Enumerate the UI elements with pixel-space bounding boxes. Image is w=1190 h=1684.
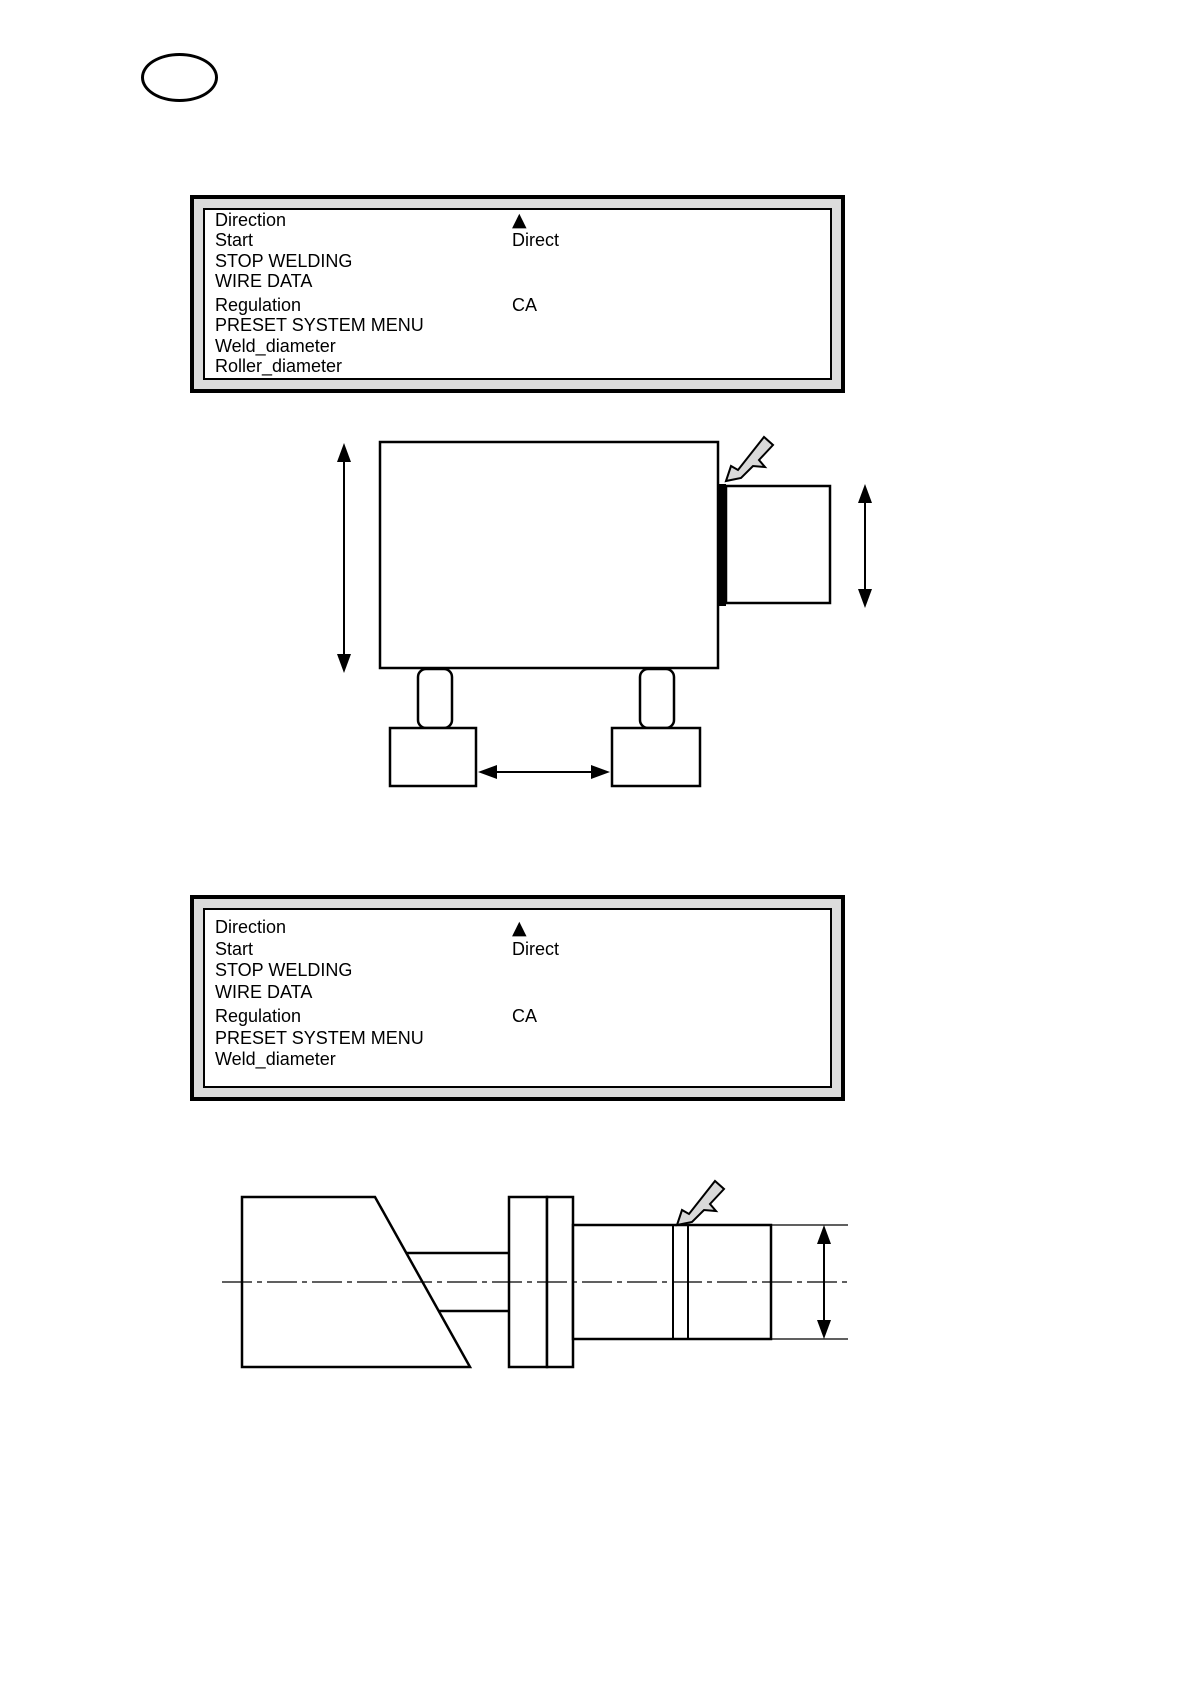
base-block-left — [390, 728, 476, 786]
menu-item-preset-system-menu: PRESET SYSTEM MENU — [215, 1027, 424, 1048]
attached-component-rect — [726, 486, 830, 603]
menu-item-wire-data: WIRE DATA — [215, 271, 313, 292]
base-block-right — [612, 728, 700, 786]
machine-foot-right — [640, 669, 674, 728]
menu-item-preset-system-menu: PRESET SYSTEM MENU — [215, 315, 424, 336]
menu-item-regulation: Regulation — [215, 294, 302, 315]
menu-item-direction: Direction — [215, 917, 287, 938]
menu-item-weld-diameter: Weld_diameter — [215, 1049, 336, 1070]
menu-item-roller-diameter: Roller_diameter — [215, 356, 343, 377]
menu-item-weld-diameter: Weld_diameter — [215, 335, 336, 356]
machine-foot-left — [418, 669, 452, 728]
flash-arrow-icon — [726, 437, 773, 481]
flash-arrow-icon — [677, 1181, 724, 1225]
menu-item-stop-welding: STOP WELDING — [215, 960, 353, 981]
vertical-dimension-arrow-right — [858, 484, 872, 608]
menu-item-direction: Direction — [215, 209, 287, 230]
direction-up-triangle-icon: ▲ — [512, 916, 527, 939]
machine-top-view-diagram — [337, 437, 872, 786]
menu-value-start: Direct — [512, 938, 560, 959]
vertical-dimension-arrow-left — [337, 443, 351, 673]
menu-value-regulation: CA — [512, 294, 538, 315]
menu-item-regulation: Regulation — [215, 1006, 302, 1027]
menu-item-start: Start — [215, 938, 254, 959]
menu-item-start: Start — [215, 230, 254, 251]
menu-item-wire-data: WIRE DATA — [215, 981, 313, 1002]
menu-value-start: Direct — [512, 230, 560, 251]
menu-item-stop-welding: STOP WELDING — [215, 250, 353, 271]
menu-value-regulation: CA — [512, 1006, 538, 1027]
horizontal-dimension-arrow — [478, 765, 610, 779]
direction-up-triangle-icon: ▲ — [512, 209, 527, 232]
machine-body-rect — [380, 442, 718, 668]
spindle-side-view-diagram — [222, 1181, 848, 1367]
